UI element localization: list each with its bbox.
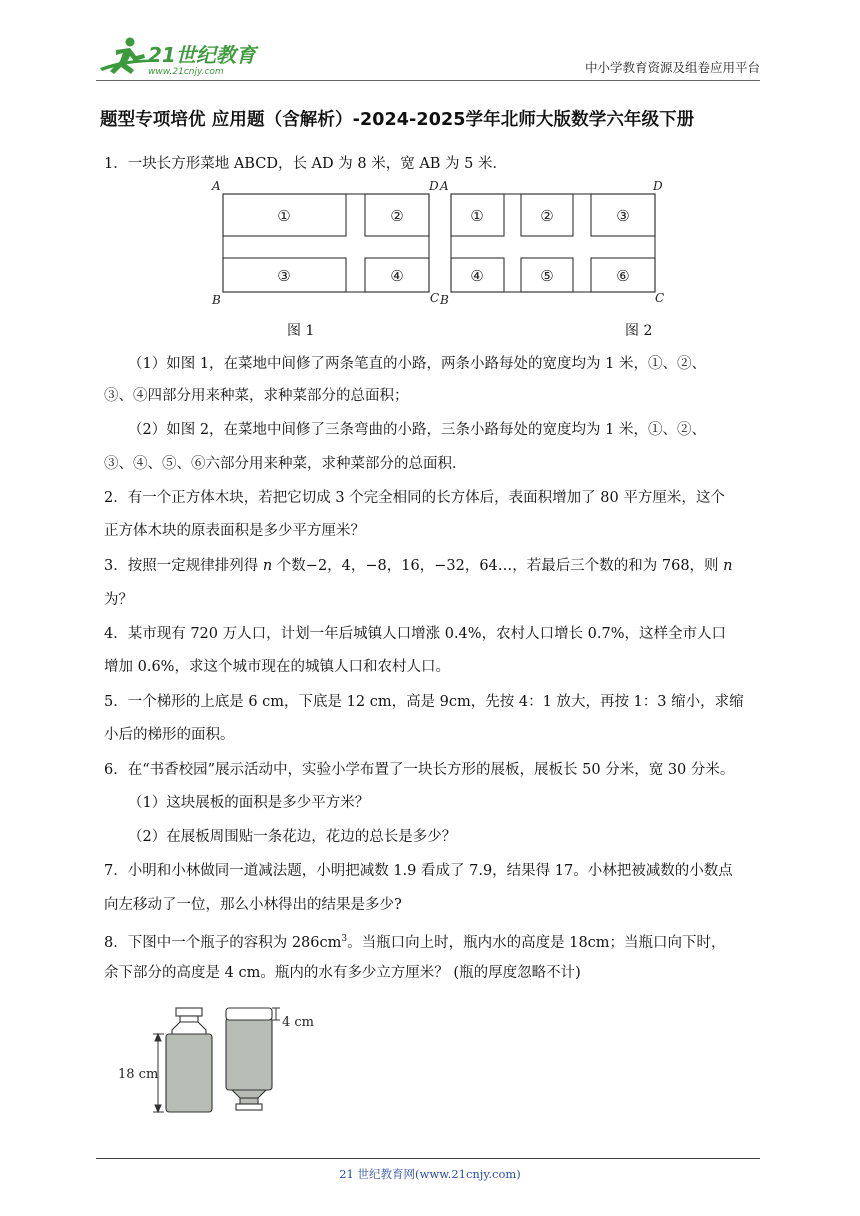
q6-sub1: （1）这块展板的面积是多少平方米？ [128, 795, 370, 811]
fig2-plot-4: ④ [470, 267, 484, 285]
page-header [96, 34, 760, 80]
fig2-label-b: B [440, 293, 449, 307]
fig1-label-c: C [430, 291, 440, 305]
q8-line2: 余下部分的高度是 4 cm。瓶内的水有多少立方厘米？ (瓶的厚度忽略不计) [104, 965, 581, 981]
q5-line2: 小后的梯形的面积。 [104, 727, 235, 743]
q3-text-b: 个数−2，4，−8，16，−32，64…，若最后三个数的和为 768，则 [272, 558, 724, 574]
q1-sub1-line2: ③、④四部分用来种菜，求种菜部分的总面积； [104, 388, 409, 404]
fig2-plot-3: ③ [616, 207, 630, 225]
label-4cm: 4 cm [282, 1015, 315, 1030]
q3-text-a: 3．按照一定规律排列得 [104, 558, 263, 574]
q4-line2: 增加 0.6%，求这个城市现在的城镇人口和农村人口。 [104, 659, 450, 675]
fig2-plot-5: ⑤ [540, 267, 554, 285]
figure-2-caption: 图 2 [625, 323, 653, 339]
q3-variable-n: n [262, 558, 273, 574]
q7-line2: 向左移动了一位，那么小林得出的结果是多少? [104, 897, 402, 913]
fig1-plot-3: ③ [277, 267, 291, 285]
q1-sub1-line1: （1）如图 1，在菜地中间修了两条笔直的小路，两条小路每处的宽度均为 1 米，①、②、 [128, 356, 706, 372]
fig2-plot-1: ① [470, 207, 484, 225]
q8-cubic-sup: 3 [341, 934, 348, 944]
header-divider [96, 80, 760, 81]
fig1-plot-1: ① [277, 207, 291, 225]
fig1-plot-2: ② [390, 207, 404, 225]
footer-link[interactable]: 21 世纪教育网(www.21cnjy.com) [339, 1167, 521, 1181]
page-title: 题型专项培优 应用题（含解析）-2024-2025学年北师大版数学六年级下册 [100, 110, 695, 130]
footer-divider [96, 1158, 760, 1159]
q6-sub2: （2）在展板周围贴一条花边，花边的总长是多少？ [128, 829, 457, 845]
fig2-label-c: C [655, 291, 665, 305]
q1-sub2-line2: ③、④、⑤、⑥六部分用来种菜，求种菜部分的总面积． [104, 456, 467, 472]
logo-url: www.21cnjy.com [148, 67, 224, 77]
q8-line1 [104, 929, 726, 953]
q2-line2: 正方体木块的原表面积是多少平方厘米？ [104, 523, 365, 539]
q3-line1 [104, 556, 733, 576]
q1-figures [205, 174, 665, 310]
q8-text-a: 8．下图中一个瓶子的容积为 286cm [104, 934, 342, 951]
fig2-label-a: A [440, 179, 449, 193]
label-18cm: 18 cm [118, 1067, 159, 1082]
fig1-label-b: B [212, 293, 221, 307]
q8-text-b: 。当瓶口向上时，瓶内水的高度是 18cm；当瓶口向下时， [347, 934, 726, 951]
fig1-label-a: A [212, 179, 221, 193]
q1-line1: 1．一块长方形菜地 ABCD，长 AD 为 8 米，宽 AB 为 5 米． [104, 156, 507, 172]
q7-line1: 7．小明和小林做同一道减法题，小明把减数 1.9 看成了 7.9，结果得 17。小林把被减数的小数点 [104, 863, 733, 879]
q4-line1: 4．某市现有 720 万人口，计划一年后城镇人口增涨 0.4%，农村人口增长 0.7%，这样全市人口 [104, 626, 727, 642]
header-platform-text: 中小学教育资源及组卷应用平台 [584, 60, 760, 75]
q1-sub2-line1: （2）如图 2，在菜地中间修了三条弯曲的小路，三条小路每处的宽度均为 1 米，①、②、 [128, 422, 706, 438]
fig2-plot-6: ⑥ [616, 267, 630, 285]
q5-line1: 5．一个梯形的上底是 6 cm，下底是 12 cm，高是 9cm，先按 4：1 放大，再按 1：3 缩小，求缩 [104, 694, 744, 710]
bottle-inverted [226, 1008, 272, 1110]
bottle-upright [166, 1008, 212, 1112]
q2-line1: 2．有一个正方体木块，若把它切成 3 个完全相同的长方体后，表面积增加了 80 平方厘米，这个 [104, 490, 725, 506]
q8-bottle-diagram [118, 1004, 318, 1116]
q3-line2: 为？ [104, 592, 133, 608]
fig2-label-d: D [653, 179, 663, 193]
logo [96, 34, 296, 78]
q3-variable-n-end: n [723, 558, 733, 574]
q6-line1: 6．在“书香校园”展示活动中，实验小学布置了一块长方形的展板，展板长 50 分米，宽 30 分米。 [104, 762, 735, 778]
fig1-label-d: D [429, 179, 439, 193]
figure-1-caption: 图 1 [287, 323, 315, 339]
fig2-plot-2: ② [540, 207, 554, 225]
fig1-plot-4: ④ [390, 267, 404, 285]
logo-text: 21世纪教育 [148, 43, 256, 67]
